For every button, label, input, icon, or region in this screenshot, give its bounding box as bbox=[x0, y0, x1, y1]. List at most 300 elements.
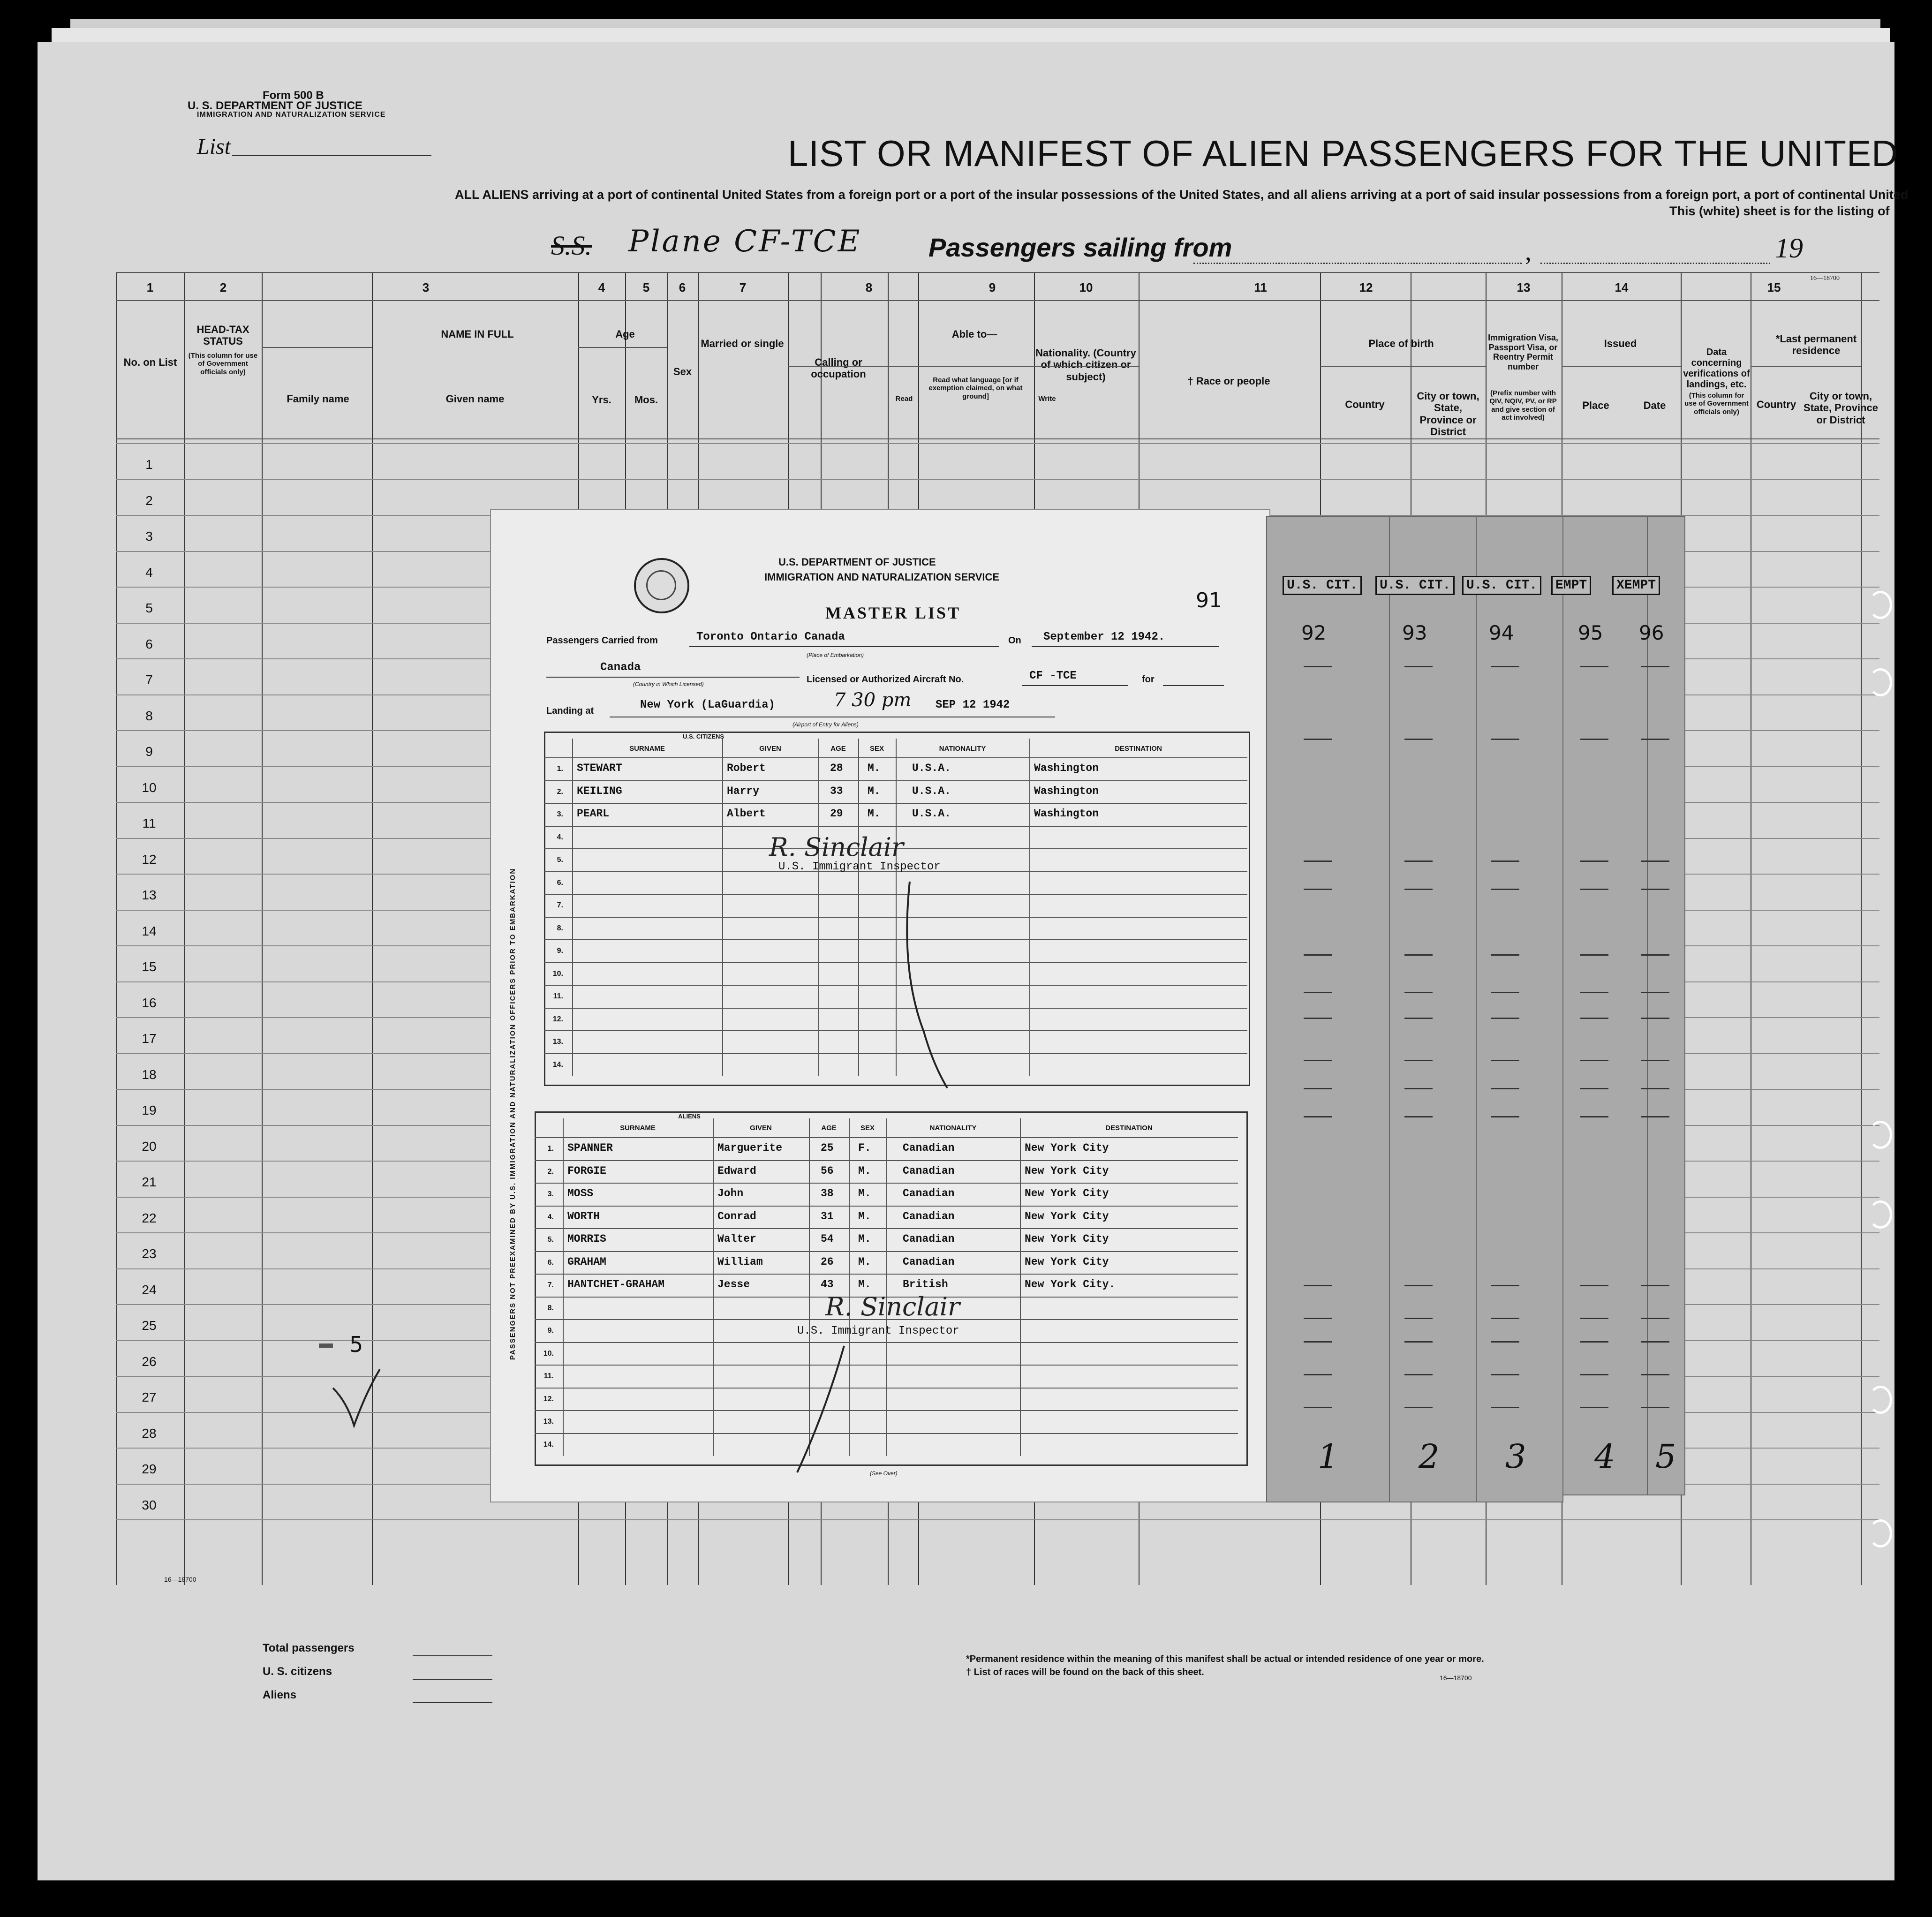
table-column-line bbox=[722, 739, 723, 1076]
form-code: 16—18700 bbox=[1440, 1674, 1472, 1682]
card-field-line bbox=[1491, 666, 1519, 667]
table-header: NATIONALITY bbox=[939, 745, 986, 753]
grid-column-line bbox=[116, 272, 117, 1585]
row-number: 22 bbox=[142, 1210, 157, 1225]
card-field-line bbox=[1641, 1060, 1669, 1061]
row-number: 11 bbox=[142, 816, 156, 830]
card-field-line bbox=[1304, 1285, 1332, 1286]
card-field-line bbox=[1304, 666, 1332, 667]
card-field-line bbox=[1404, 1018, 1433, 1019]
header-res-country: Country bbox=[1756, 399, 1796, 410]
card-field-line bbox=[1641, 739, 1669, 740]
pen-stroke bbox=[788, 1341, 853, 1477]
landing-value: New York (LaGuardia) bbox=[640, 699, 776, 711]
header-married: Married or single bbox=[701, 338, 784, 349]
row-number: 23 bbox=[142, 1246, 157, 1261]
table-row-line bbox=[535, 1365, 1238, 1366]
table-column-line bbox=[886, 1118, 887, 1456]
binder-hole bbox=[1869, 668, 1892, 696]
nationality-cell: Canadian bbox=[903, 1210, 955, 1223]
destination-cell: New York City bbox=[1025, 1255, 1109, 1268]
signature: R. Sinclair bbox=[825, 1292, 960, 1321]
given-cell: Harry bbox=[727, 785, 760, 797]
card-field-line bbox=[1304, 1088, 1332, 1089]
header-name: NAME IN FULL bbox=[441, 328, 514, 340]
age-cell: 54 bbox=[821, 1233, 834, 1245]
citizenship-stamp: U.S. CIT. bbox=[1375, 576, 1455, 595]
row-label: 6. bbox=[547, 1258, 554, 1267]
row-label: 4. bbox=[557, 833, 563, 841]
row-label: 12. bbox=[552, 1015, 563, 1023]
sex-cell: M. bbox=[858, 1210, 871, 1223]
binder-hole bbox=[1869, 1200, 1892, 1229]
card-field-line bbox=[1304, 1116, 1332, 1117]
aircraft-value: CF -TCE bbox=[1029, 670, 1077, 682]
row-label: 10. bbox=[543, 1349, 554, 1358]
row-number: 3 bbox=[145, 529, 153, 543]
ss-label: S.S. bbox=[551, 230, 592, 261]
check-mark bbox=[328, 1365, 385, 1430]
card-field-line bbox=[1580, 666, 1608, 667]
footnote-residence: *Permanent residence within the meaning of this manifest shall be actual or intended residence of one year or more. bbox=[966, 1654, 1484, 1664]
age-cell: 28 bbox=[830, 762, 843, 774]
row-number: 16 bbox=[142, 995, 157, 1010]
grid-line bbox=[116, 272, 1879, 273]
column-number: 3 bbox=[422, 280, 430, 294]
column-number: 5 bbox=[642, 280, 650, 294]
sex-cell: M. bbox=[868, 785, 881, 797]
surname-cell: SPANNER bbox=[567, 1142, 613, 1154]
card-field-line bbox=[1404, 954, 1433, 956]
surname-cell: GRAHAM bbox=[567, 1255, 606, 1268]
for-label: for bbox=[1142, 674, 1155, 685]
row-label: 9. bbox=[557, 947, 563, 955]
binder-hole bbox=[1869, 1386, 1892, 1414]
surname-cell: KEILING bbox=[577, 785, 622, 797]
header-birth-city: City or town, State, Province or District bbox=[1417, 390, 1479, 438]
row-label: 5. bbox=[547, 1236, 554, 1244]
card-field-line bbox=[1304, 1060, 1332, 1061]
nationality-cell: Canadian bbox=[903, 1233, 955, 1245]
column-number: 4 bbox=[598, 280, 605, 294]
given-cell: Edward bbox=[717, 1164, 756, 1177]
header-mos: Mos. bbox=[634, 394, 658, 406]
header-head-tax: HEAD-TAX STATUS bbox=[196, 324, 249, 347]
card-field-line bbox=[1580, 1018, 1608, 1019]
row-number: 15 bbox=[142, 959, 157, 974]
card-field-line bbox=[1580, 954, 1608, 956]
citizenship-stamp: XEMPT bbox=[1612, 576, 1660, 595]
citizens-heading: U.S. CITIZENS bbox=[682, 733, 724, 740]
row-label: 2. bbox=[557, 787, 563, 796]
age-cell: 43 bbox=[821, 1278, 834, 1291]
landing-label: Landing at bbox=[546, 706, 594, 716]
card-field-line bbox=[1404, 1374, 1433, 1375]
table-header: AGE bbox=[821, 1124, 837, 1132]
grid-line bbox=[116, 300, 1879, 301]
row-label: 14. bbox=[552, 1060, 563, 1069]
passenger-card bbox=[1266, 516, 1390, 1502]
card-field-line bbox=[1404, 1116, 1433, 1117]
grid-column-line bbox=[262, 272, 263, 1585]
row-number: 4 bbox=[145, 565, 153, 580]
table-row-line bbox=[544, 780, 1247, 781]
card-field-line bbox=[1580, 1374, 1608, 1375]
table-header: SURNAME bbox=[620, 1124, 656, 1132]
binder-hole bbox=[1869, 591, 1892, 619]
vessel-handwritten: Plane CF-TCE bbox=[628, 224, 862, 259]
card-field-line bbox=[1491, 992, 1519, 993]
card-field-line bbox=[1641, 860, 1669, 862]
grid-line bbox=[116, 438, 1879, 439]
column-number: 6 bbox=[679, 280, 686, 294]
card-field-line bbox=[1491, 1318, 1519, 1319]
nationality-cell: U.S.A. bbox=[912, 785, 951, 797]
column-number: 2 bbox=[219, 280, 227, 294]
date-value: September 12 1942. bbox=[1043, 631, 1165, 643]
card-field-line bbox=[1641, 1088, 1669, 1089]
given-cell: William bbox=[717, 1255, 763, 1268]
given-cell: Robert bbox=[727, 762, 766, 774]
given-cell: Conrad bbox=[717, 1210, 756, 1223]
table-row-line bbox=[535, 1342, 1238, 1343]
card-field-line bbox=[1491, 1285, 1519, 1286]
table-row-line bbox=[535, 1183, 1238, 1184]
table-header: SURNAME bbox=[629, 745, 665, 753]
handwritten-mark: ▬ bbox=[319, 1336, 333, 1351]
card-field-line bbox=[1491, 889, 1519, 890]
header-read: Read bbox=[895, 395, 913, 403]
row-label: 5. bbox=[557, 856, 563, 864]
us-citizens-field bbox=[413, 1679, 492, 1680]
card-field-line bbox=[1304, 1374, 1332, 1375]
card-field-line bbox=[1404, 992, 1433, 993]
place-note: (Place of Embarkation) bbox=[807, 652, 864, 658]
grid-subheader-line bbox=[788, 366, 1139, 367]
table-row-line bbox=[535, 1251, 1238, 1252]
card-field-line bbox=[1304, 860, 1332, 862]
column-number: 13 bbox=[1517, 280, 1531, 294]
nationality-cell: Canadian bbox=[903, 1255, 955, 1268]
table-column-line bbox=[563, 1118, 564, 1456]
column-number: 15 bbox=[1767, 280, 1781, 294]
citizenship-stamp: U.S. CIT. bbox=[1462, 576, 1541, 595]
table-column-line bbox=[572, 739, 573, 1076]
card-field-line bbox=[1580, 1116, 1608, 1117]
card-field-line bbox=[1404, 1407, 1433, 1408]
citizenship-stamp: EMPT bbox=[1551, 576, 1591, 595]
card-field-line bbox=[1580, 1407, 1608, 1408]
card-field-line bbox=[1641, 1341, 1669, 1343]
destination-cell: New York City bbox=[1025, 1210, 1109, 1223]
list-label: List bbox=[197, 134, 231, 159]
footnote-races: † List of races will be found on the back of this sheet. bbox=[966, 1667, 1204, 1677]
landing-time: 7 30 pm bbox=[834, 689, 912, 711]
row-number: 28 bbox=[142, 1426, 157, 1441]
surname-cell: STEWART bbox=[577, 762, 622, 774]
form-code: 16—18700 bbox=[164, 1576, 196, 1583]
given-cell: John bbox=[717, 1187, 744, 1200]
destination-cell: New York City bbox=[1025, 1164, 1109, 1177]
card-field-line bbox=[1491, 1060, 1519, 1061]
carried-from-field bbox=[689, 646, 999, 647]
card-field-line bbox=[1404, 1318, 1433, 1319]
card-number: 95 bbox=[1578, 621, 1603, 644]
table-header: AGE bbox=[830, 745, 846, 753]
surname-cell: HANTCHET-GRAHAM bbox=[567, 1278, 665, 1291]
header-res-city: City or town, State, Province or District bbox=[1804, 390, 1878, 426]
aliens-field bbox=[413, 1702, 492, 1703]
given-cell: Marguerite bbox=[717, 1142, 783, 1154]
card-field-line bbox=[1404, 1341, 1433, 1343]
row-label: 7. bbox=[557, 901, 563, 909]
row-number: 20 bbox=[142, 1139, 157, 1154]
header-place-of-birth: Place of birth bbox=[1368, 338, 1434, 349]
card-field-line bbox=[1580, 1088, 1608, 1089]
card-field-line bbox=[1304, 1341, 1332, 1343]
sex-cell: M. bbox=[868, 808, 881, 820]
pen-stroke bbox=[891, 877, 957, 1093]
service: IMMIGRATION AND NATURALIZATION SERVICE bbox=[197, 111, 386, 119]
grid-subheader-line bbox=[1751, 366, 1861, 367]
age-cell: 31 bbox=[821, 1210, 834, 1223]
grid-subheader-line bbox=[578, 347, 667, 348]
card-field-line bbox=[1580, 1318, 1608, 1319]
aircraft-field bbox=[1022, 685, 1128, 686]
header-able-to: Able to— bbox=[951, 328, 997, 340]
row-number: 10 bbox=[142, 780, 157, 795]
row-number: 25 bbox=[142, 1318, 157, 1333]
card-field-line bbox=[1641, 1285, 1669, 1286]
row-label: 4. bbox=[547, 1213, 554, 1221]
manifest-title: LIST OR MANIFEST OF ALIEN PASSENGERS FOR THE UNITED bbox=[788, 133, 1899, 174]
age-cell: 33 bbox=[830, 785, 843, 797]
age-cell: 56 bbox=[821, 1164, 834, 1177]
card-field-line bbox=[1580, 889, 1608, 890]
sheet-purpose: This (white) sheet is for the listing of bbox=[1669, 204, 1890, 218]
column-number: 9 bbox=[989, 280, 996, 294]
total-passengers-field bbox=[413, 1655, 492, 1656]
card-field-line bbox=[1641, 1116, 1669, 1117]
given-cell: Albert bbox=[727, 808, 766, 820]
header-last-residence: *Last permanent residence bbox=[1775, 333, 1857, 357]
row-number: 17 bbox=[142, 1031, 157, 1046]
table-column-line bbox=[1020, 1118, 1021, 1456]
destination-cell: New York City bbox=[1025, 1142, 1109, 1154]
destination-cell: New York City. bbox=[1025, 1278, 1116, 1291]
row-label: 11. bbox=[553, 992, 563, 1000]
grid-column-line bbox=[1861, 272, 1862, 1585]
comma: , bbox=[1525, 237, 1532, 266]
card-bottom-number: 2 bbox=[1419, 1437, 1440, 1476]
given-cell: Walter bbox=[717, 1233, 756, 1245]
list-field bbox=[232, 155, 431, 156]
destination-cell: Washington bbox=[1034, 762, 1099, 774]
destination-cell: Washington bbox=[1034, 808, 1099, 820]
table-row-line bbox=[544, 826, 1247, 827]
row-number: 24 bbox=[142, 1282, 157, 1297]
header-visa-note: (Prefix number with QIV, NQIV, PV, or RP and give section of act involved) bbox=[1489, 389, 1557, 422]
header-birth-country: Country bbox=[1345, 399, 1385, 410]
row-label: 2. bbox=[547, 1167, 554, 1176]
age-cell: 25 bbox=[821, 1142, 834, 1154]
header-head-tax-note: (This column for use of Government officials only) bbox=[188, 352, 258, 376]
instructions-text: ALL ALIENS arriving at a port of continental United States from a foreign port or a port of the insular possessions of the United States, and all aliens arriving at a port of said insular possessions from a foreign port, a port of continental United bbox=[455, 188, 1909, 202]
table-column-line bbox=[858, 739, 859, 1076]
table-header: GIVEN bbox=[759, 745, 781, 753]
given-cell: Jesse bbox=[717, 1278, 750, 1291]
nationality-cell: Canadian bbox=[903, 1187, 955, 1200]
column-number: 12 bbox=[1359, 280, 1373, 294]
card-number: 92 bbox=[1301, 621, 1327, 644]
card-field-line bbox=[1404, 889, 1433, 890]
card-field-line bbox=[1304, 889, 1332, 890]
card-field-line bbox=[1580, 992, 1608, 993]
row-number: 18 bbox=[142, 1067, 157, 1082]
card-bottom-number: 1 bbox=[1318, 1437, 1339, 1476]
header-issued-place: Place bbox=[1582, 400, 1609, 411]
row-number: 26 bbox=[142, 1354, 157, 1369]
sex-cell: M. bbox=[858, 1187, 871, 1200]
card-number: 94 bbox=[1489, 621, 1514, 644]
card-field-line bbox=[1304, 992, 1332, 993]
ml-page-number: 91 bbox=[1196, 589, 1222, 612]
age-cell: 26 bbox=[821, 1255, 834, 1268]
ml-title: MASTER LIST bbox=[825, 604, 961, 622]
row-label: 14. bbox=[543, 1440, 554, 1449]
logo-ring bbox=[646, 570, 676, 600]
sex-cell: M. bbox=[858, 1164, 871, 1177]
grid-subheader-line bbox=[262, 347, 372, 348]
card-field-line bbox=[1304, 954, 1332, 956]
totals-block bbox=[263, 1637, 355, 1707]
aliens-heading: ALIENS bbox=[678, 1113, 701, 1120]
card-field-line bbox=[1404, 739, 1433, 740]
card-field-line bbox=[1491, 954, 1519, 956]
sailing-label: Passengers sailing from bbox=[928, 233, 1232, 262]
row-number: 1 bbox=[145, 457, 153, 472]
nationality-cell: British bbox=[903, 1278, 948, 1291]
table-row-line bbox=[535, 1137, 1238, 1138]
card-field-line bbox=[1580, 739, 1608, 740]
year-label: 19 bbox=[1775, 233, 1803, 264]
country-field bbox=[546, 677, 800, 678]
binder-hole bbox=[1869, 1121, 1892, 1149]
sex-cell: F. bbox=[858, 1142, 871, 1154]
header-data-note: (This column for use of Government officials only) bbox=[1684, 392, 1749, 416]
row-label: 9. bbox=[547, 1327, 554, 1335]
handwritten-count: 5 bbox=[349, 1332, 363, 1357]
form-code: 16—18700 bbox=[1810, 275, 1840, 282]
surname-cell: MOSS bbox=[567, 1187, 594, 1200]
sex-cell: M. bbox=[868, 762, 881, 774]
row-label: 11. bbox=[543, 1372, 554, 1380]
destination-cell: New York City bbox=[1025, 1187, 1109, 1200]
form-id: Form 500 B bbox=[263, 89, 324, 102]
card-bottom-number: 3 bbox=[1505, 1437, 1526, 1476]
ml-department: U.S. DEPARTMENT OF JUSTICE bbox=[778, 556, 936, 568]
row-number: 29 bbox=[142, 1462, 157, 1476]
aircraft-label: Licensed or Authorized Aircraft No. bbox=[807, 674, 964, 685]
card-number: 93 bbox=[1402, 621, 1427, 644]
row-number: 30 bbox=[142, 1497, 157, 1512]
inspector-label: U.S. Immigrant Inspector bbox=[797, 1325, 959, 1337]
country-value: Canada bbox=[600, 661, 641, 674]
table-header: DESTINATION bbox=[1105, 1124, 1153, 1132]
surname-cell: WORTH bbox=[567, 1210, 600, 1223]
column-number: 1 bbox=[146, 280, 154, 294]
table-row-line bbox=[535, 1274, 1238, 1275]
row-number: 19 bbox=[142, 1103, 157, 1117]
carried-from-label: Passengers Carried from bbox=[546, 635, 658, 646]
card-number: 96 bbox=[1639, 621, 1664, 644]
card-field-line bbox=[1641, 954, 1669, 956]
header-read-language: Read what language [or if exemption claimed, on what ground] bbox=[928, 376, 1023, 400]
department: U. S. DEPARTMENT OF JUSTICE bbox=[188, 99, 362, 112]
card-field-line bbox=[1580, 1341, 1608, 1343]
total-passengers-label: Total passengers bbox=[263, 1642, 355, 1654]
header-issued-date: Date bbox=[1643, 400, 1666, 411]
card-field-line bbox=[1641, 889, 1669, 890]
row-label: 3. bbox=[557, 810, 563, 818]
header-issued: Issued bbox=[1604, 338, 1637, 349]
row-number: 27 bbox=[142, 1390, 157, 1404]
us-citizens-label: U. S. citizens bbox=[263, 1665, 332, 1678]
inspector-label: U.S. Immigrant Inspector bbox=[778, 860, 941, 873]
card-field-line bbox=[1304, 739, 1332, 740]
citizenship-stamp: U.S. CIT. bbox=[1283, 576, 1362, 595]
see-over: (See Over) bbox=[870, 1470, 898, 1477]
column-number: 10 bbox=[1079, 280, 1093, 294]
card-field-line bbox=[1641, 1374, 1669, 1375]
header-sex: Sex bbox=[673, 366, 692, 377]
card-bottom-number: 5 bbox=[1655, 1437, 1676, 1476]
surname-cell: FORGIE bbox=[567, 1164, 606, 1177]
table-row-line bbox=[535, 1206, 1238, 1207]
header-no-on-list: No. on List bbox=[123, 356, 177, 368]
card-field-line bbox=[1491, 1341, 1519, 1343]
nationality-cell: U.S.A. bbox=[912, 808, 951, 820]
row-number: 14 bbox=[142, 923, 157, 938]
header-visa: Immigration Visa, Passport Visa, or Reentry Permit number bbox=[1488, 333, 1558, 372]
sailing-date-field bbox=[1540, 263, 1770, 264]
row-label: 1. bbox=[557, 765, 563, 773]
footnotes bbox=[966, 1653, 1484, 1679]
destination-cell: New York City bbox=[1025, 1233, 1109, 1245]
card-field-line bbox=[1491, 1374, 1519, 1375]
grid-column-line bbox=[184, 272, 185, 1585]
ml-service: IMMIGRATION AND NATURALIZATION SERVICE bbox=[764, 571, 1000, 583]
nationality-cell: U.S.A. bbox=[912, 762, 951, 774]
row-label: 10. bbox=[552, 969, 563, 978]
row-label: 7. bbox=[547, 1281, 554, 1289]
column-number: 7 bbox=[739, 280, 747, 294]
destination-cell: Washington bbox=[1034, 785, 1099, 797]
grid-subheader-line bbox=[1320, 366, 1486, 367]
row-number: 12 bbox=[142, 852, 157, 867]
row-label: 6. bbox=[557, 878, 563, 887]
table-row-line bbox=[544, 757, 1247, 758]
country-note: (Country in Which Licensed) bbox=[633, 681, 704, 687]
table-column-line bbox=[1029, 739, 1030, 1076]
row-number: 13 bbox=[142, 888, 157, 902]
header-family-name: Family name bbox=[287, 393, 349, 405]
card-field-line bbox=[1491, 739, 1519, 740]
table-header: SEX bbox=[869, 745, 884, 753]
card-field-line bbox=[1491, 1018, 1519, 1019]
sailing-from-field bbox=[1193, 263, 1522, 264]
grid-row-line bbox=[116, 443, 1879, 444]
